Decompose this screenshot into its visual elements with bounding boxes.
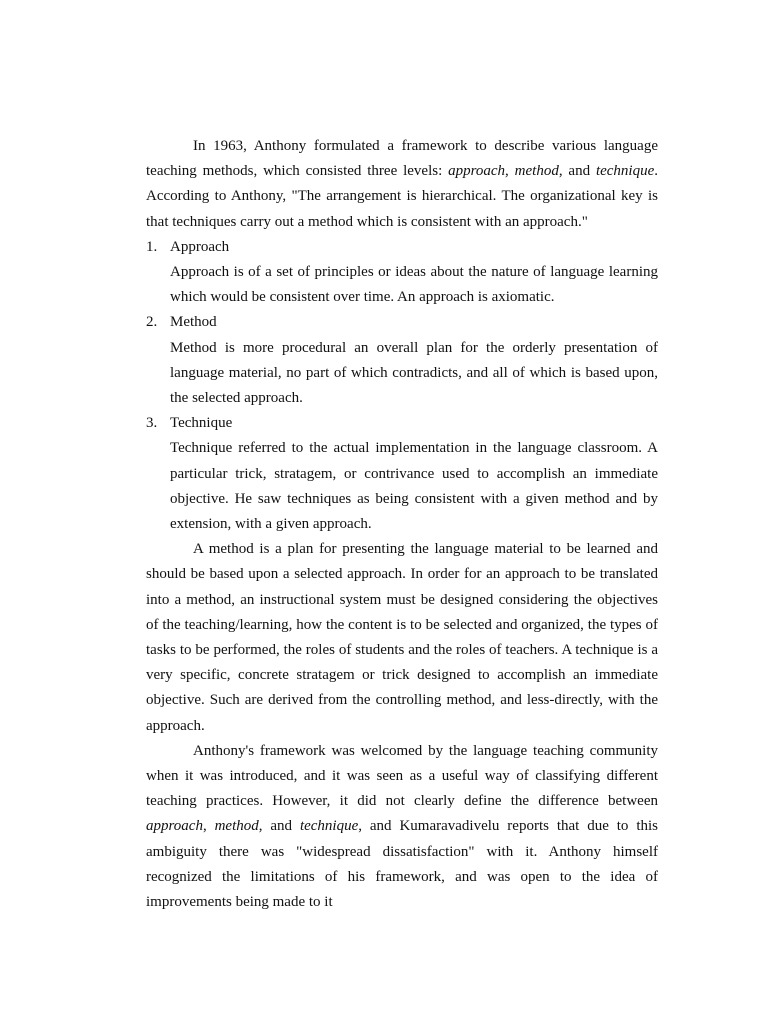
term-approach: approach	[146, 818, 203, 835]
list-body: Technique referred to the actual implementation in the language classroom. A particular trick, stratagem, or contrivance used to accomplish an immediate objective. He saw techniques as being consistent with a given method and by extension, with a given approach.	[170, 440, 658, 533]
list-body: Method is more procedural an overall plan for the orderly presentation of language material, no part of which contradicts, and all of which is based upon, the selected approach.	[170, 339, 658, 407]
paragraph-reception-text: Anthony's framework was welcomed by the language teaching community when it was introduced, and it was seen as a useful way of classifying different teaching practices. However, it did not clearly define the difference between	[146, 742, 658, 810]
paragraph-intro-quote: . According to Anthony, "The arrangement is hierarchical. The organizational key is that techniques carry out a method which is consistent with an approach."	[146, 163, 658, 230]
separator: ,	[505, 163, 515, 180]
paragraph-intro-text: In 1963, Anthony formulated a framework to describe various language teaching methods, which consisted three levels:	[146, 138, 658, 180]
term-approach: approach	[448, 163, 506, 180]
paragraph-intro	[146, 134, 658, 235]
list-item-approach	[146, 235, 658, 311]
separator: ,	[202, 818, 215, 835]
paragraph-method-plan: A method is a plan for presenting the language material to be learned and should be based upon a selected approach. In order for an approach to be translated into a method, an instructional system must be designed considering the objectives of the teaching/learning, how the content is to be selected and organized, the types of tasks to be performed, the roles of students and the roles of teachers. A technique is a very specific, concrete stratagem or trick designed to accomplish an immediate objective. Such are derived from the controlling method, and less-directly, with the approach.	[146, 541, 658, 734]
term-method: method	[514, 163, 559, 180]
term-method: method	[214, 818, 259, 835]
paragraph-reception-conclusion: , and Kumaravadivelu reports that due to this ambiguity there was "widespread dissatisfaction" with it. Anthony himself recognized the limitations of his framework, and was open to the idea of improvements being made to it	[146, 818, 658, 911]
list-number: 3.	[146, 415, 158, 432]
list-heading: Approach	[170, 238, 230, 255]
list-item-method	[146, 310, 658, 411]
paragraph-framework-reception	[146, 739, 658, 915]
list-body: Approach is of a set of principles or ideas about the nature of language learning which would be consistent over time. An approach is axiomatic.	[170, 264, 658, 306]
list-item-technique	[146, 411, 658, 537]
term-technique: technique	[299, 818, 359, 835]
document-body	[146, 134, 658, 915]
list-number: 2.	[146, 314, 158, 331]
list-heading: Technique	[170, 415, 233, 432]
separator: , and	[558, 163, 596, 180]
list-number: 1.	[146, 238, 158, 255]
list-heading: Method	[170, 314, 217, 331]
term-technique: technique	[595, 163, 655, 180]
separator: , and	[258, 818, 300, 835]
